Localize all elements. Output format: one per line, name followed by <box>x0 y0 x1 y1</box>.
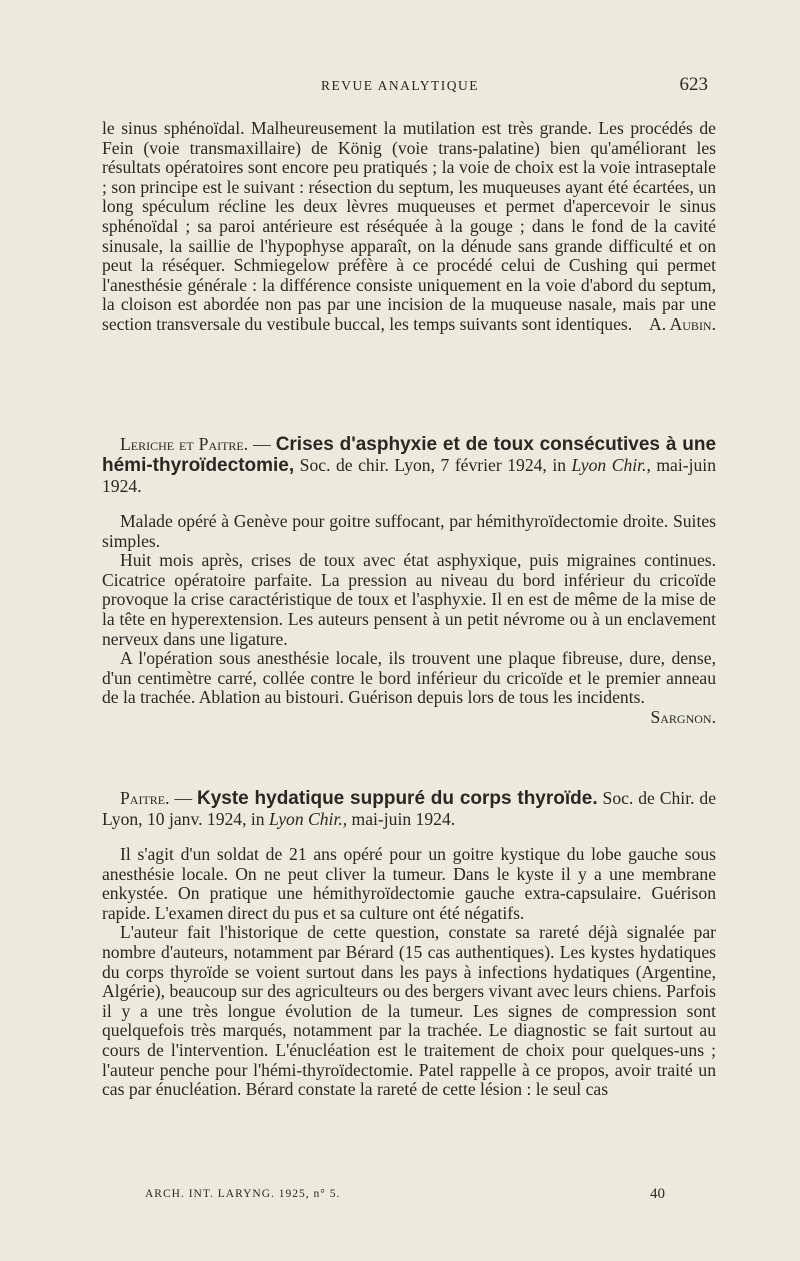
paragraph <box>102 119 716 335</box>
paragraph-text: le sinus sphénoïdal. Malheureusement la mutilation est très grande. Les procédés de Fein (voie transmaxillaire) de König (voie trans-palatine) bien qu'améliorant les résultats opératoires sont encore peu pratiqués ; la voie de choix est la voie intraseptale ; son principe est le suivant : résection du septum, les muqueuses ayant été écartées, un long spéculum récline les deux lèvres muqueuses et permet d'apercevoir le sinus sphénoïdal ; sa paroi antérieure est réséquée à la gouge ; dans le fond de la cavité sinusale, la saillie de l'hypophyse apparaît, on la dénude sans grande difficulté et on peut la réséquer. Schmiegelow préfère à ce procédé celui de Cushing qui permet l'anesthésie générale : la différence consiste uniquement en la voie d'abord du septum, la cloison est abordée non pas par une incision de la muqueuse nasale, mais par une section transversale du vestibule buccal, les temps suivants sont identiques. <box>102 118 716 334</box>
footer <box>145 1188 665 1200</box>
heading-dash: — <box>248 434 276 454</box>
article-title: Crises d'asphyxie et de toux consécutives à une hémi-thyroïdectomie, <box>102 434 717 476</box>
journal-name: Lyon Chir. <box>268 809 343 829</box>
article-reference: Soc. de Chir. de Lyon, 10 janv. 1924, in <box>102 788 717 829</box>
article-paitre <box>102 788 716 1100</box>
paragraph: Malade opéré à Genève pour goitre suffocant, par hémithyroïdectomie droite. Suites simples. <box>102 511 716 551</box>
paragraph-text: A l'opération sous anesthésie locale, ils trouvent une plaque fibreuse, dure, dense, d'un centimètre carré, collée contre le bord inférieur du cricoïde et le premier anneau de la trachée. Ablation au bistouri. Guérison depuis lors de tous les incidents. <box>102 648 716 708</box>
reference-date: , mai-juin 1924. <box>102 455 716 496</box>
signature: Sargnon. <box>650 706 716 727</box>
signature: A. Aubin. <box>649 313 716 334</box>
sheet-number: 40 <box>650 1186 665 1202</box>
journal-name: Lyon Chir. <box>571 455 647 475</box>
article-reference: Soc. de chir. Lyon, 7 février 1924, in <box>294 455 572 475</box>
article-leriche-paitre <box>102 434 716 728</box>
section-continuation <box>102 119 716 335</box>
paragraph: Huit mois après, crises de toux avec état asphyxique, puis migraines continues. Cicatrice opératoire parfaite. La pression au niveau du bord inférieur du cricoïde provoque la crise caractéristique de toux et l'asphyxie. Il en est de même de la mise de la tête en hyperextension. Les auteurs pensent à un petit névrome ou à un enclavement nerveux dans une ligature. <box>102 550 716 649</box>
article-heading <box>102 788 716 829</box>
paragraph: Il s'agit d'un soldat de 21 ans opéré pour un goitre kystique du lobe gauche sous anesthésie locale. On ne peut cliver la tumeur. Dans le kyste il y a une membrane enkystée. On pratique une hémithyroïdectomie gauche extra-capsulaire. Guérison rapide. L'examen direct du pus et sa culture ont été négatifs. <box>102 844 716 923</box>
page-number: 623 <box>679 74 708 95</box>
footer-journal: ARCH. INT. LARYNG. 1925, n° 5. <box>145 1188 341 1200</box>
running-head-title: REVUE ANALYTIQUE <box>320 78 479 93</box>
article-heading <box>102 434 716 496</box>
heading-dash: — <box>169 788 197 808</box>
article-authors: Leriche et Paitre. <box>120 434 249 454</box>
article-title: Kyste hydatique suppuré du corps thyroïde. <box>196 788 598 809</box>
article-authors: Paitre. <box>120 788 170 808</box>
paragraph <box>102 648 716 727</box>
paragraph: L'auteur fait l'historique de cette question, constate sa rareté déjà signalée par nombre d'auteurs, notamment par Bérard (15 cas authentiques). Les kystes hydatiques du corps thyroïde se voient surtout dans les pays à infections hydatiques (Argentine, Algérie), beaucoup sur des agriculteurs ou des bergers vivant avec leurs chiens. Parfois il y a une très longue évolution de la tumeur. Les signes de compression sont quelquefois très marqués, notamment par la trachée. Le diagnostic se fait surtout au cours de l'intervention. L'énucléation est le traitement de choix pour quelques-uns ; l'auteur penche pour l'hémi-thyroïdectomie. Patel rappelle à ce propos, avoir traité un cas par énucléation. Bérard constate la rareté de cette lésion : le seul cas <box>102 922 716 1100</box>
reference-date: , mai-juin 1924. <box>342 809 456 829</box>
